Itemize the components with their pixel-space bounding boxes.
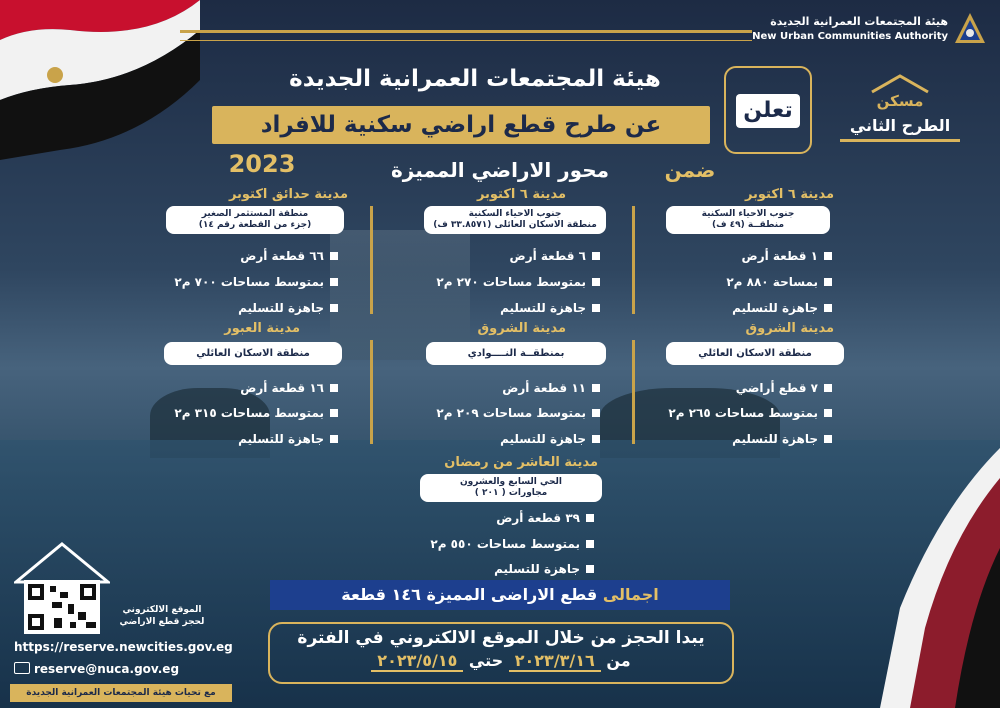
card-item: بمتوسط مساحات ٢٧٠ م٢ [436,275,600,289]
main-title: هيئة المجتمعات العمرانية الجديدة [289,66,661,92]
card-area-pill: منطقة المستثمر الصغير (جزء من القطعة رقم ١٤) [166,206,344,234]
end-date: ٢٠٢٣/٥/١٥ [371,651,463,672]
card-item: بمساحة ٨٨٠ م٢ [726,275,832,289]
announce-box [724,66,812,154]
card-item: جاهزة للتسليم [494,562,594,576]
column-divider [370,340,373,444]
card-item: ٣٩ قطعة أرض [496,511,594,525]
card-item: ٦٦ قطعة أرض [240,249,338,263]
within-label: ضمن [664,158,716,182]
maskan-badge [840,72,960,152]
card-city: مدينة ٦ اكتوبر [476,187,566,202]
card-item: جاهزة للتسليم [732,301,832,315]
compliments-bar: مع تحيات هيئة المجتمعات العمرانية الجديدة [10,684,232,702]
year: 2023 [228,150,296,178]
card-item: بمتوسط مساحات ٣١٥ م٢ [174,406,338,420]
card-city: مدينة العبور [224,321,300,336]
column-divider [370,206,373,314]
email-address[interactable]: reserve@nuca.gov.eg [34,662,180,676]
offer-banner: عن طرح قطع اراضي سكنية للافراد [212,106,710,144]
total-text: قطع الاراضى المميزة ١٤٦ قطعة [341,585,598,604]
card-item: ٧ قطع أراضي [736,381,832,395]
card-item: جاهزة للتسليم [238,301,338,315]
card-area-pill: بمنطقــة النــــوادي [426,342,606,365]
maskan-label: مسكن [876,92,924,110]
authority-name-ar: هيئة المجتمعات العمرانية الجديدة [770,15,948,28]
card-item: ١ قطعة أرض [742,249,832,263]
email-icon [14,662,30,674]
card-area-pill: منطقة الاسكان العائلي [164,342,342,365]
website-label: الموقع الالكتروني لحجز قطع الاراضي [119,605,205,627]
egypt-flag-top-left [0,0,200,160]
card-city: مدينة العاشر من رمضان [444,455,598,470]
authority-seal-icon [954,12,986,46]
reservation-line: يبدا الحجز من خلال الموقع الالكتروني في الفترة [297,628,705,648]
reservation-box [268,622,734,684]
start-date: ٢٠٢٣/٣/١٦ [509,651,601,672]
card-area-pill: جنوب الاحياء السكنية منطقة الاسكان العائلى (٣٣.٨٥٧١ ف) [424,206,606,234]
card-city: مدينة حدائق اكتوبر [228,187,348,202]
card-city: مدينة الشروق [745,321,834,336]
card-item: ١١ قطعة أرض [502,381,600,395]
card-item: ٦ قطعة أرض [510,249,600,263]
authority-logo [752,12,986,46]
card-item: ١٦ قطعة أرض [240,381,338,395]
card-item: جاهزة للتسليم [500,301,600,315]
authority-name-en: New Urban Communities Authority [752,31,948,42]
card-area-pill: منطقة الاسكان العائلي [666,342,844,365]
card-area-pill: جنوب الاحياء السكنية منطقــة (٤٩ ف) [666,206,830,234]
card-area-pill: الحي السابع والعشرون مجاورات ( ٢٠١ ) [420,474,602,502]
announce-label: تعلن [736,94,800,128]
card-item: بمتوسط مساحات ٥٥٠ م٢ [430,537,594,551]
axis-title: محور الاراضي المميزة [390,158,610,182]
column-divider [632,340,635,444]
card-item: بمتوسط مساحات ٢٦٥ م٢ [668,406,832,420]
card-city: مدينة ٦ اكتوبر [744,187,834,202]
total-label: اجمالى [602,585,659,604]
website-url[interactable]: https://reserve.newcities.gov.eg [14,640,233,654]
round-label: الطرح الثاني [840,116,960,142]
card-item: بمتوسط مساحات ٧٠٠ م٢ [174,275,338,289]
house-roof-icon [870,74,930,94]
card-item: جاهزة للتسليم [732,432,832,446]
total-bar [270,580,730,610]
reservation-dates: من ٢٠٢٣/٣/١٦ حتي ٢٠٢٣/٥/١٥ [270,651,732,670]
card-item: بمتوسط مساحات ٢٠٩ م٢ [436,406,600,420]
card-item: جاهزة للتسليم [500,432,600,446]
qr-code-house-icon[interactable] [14,542,110,636]
column-divider [632,206,635,314]
header-rule [180,30,752,33]
card-item: جاهزة للتسليم [238,432,338,446]
card-city: مدينة الشروق [477,321,566,336]
egypt-flag-bottom-right [880,448,1000,708]
header-rule-thin [180,40,752,41]
background-buildings [330,230,470,360]
